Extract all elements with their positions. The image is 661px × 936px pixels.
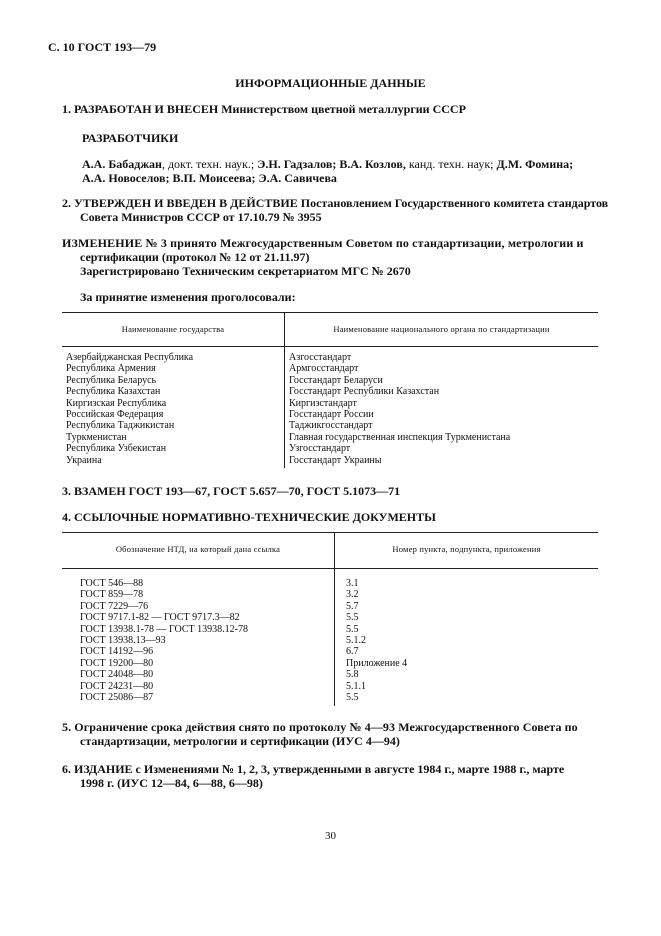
table-row: 5.5 xyxy=(346,692,359,704)
table-1-header-rule xyxy=(62,346,598,347)
table-row: ГОСТ 13938.1-78 — ГОСТ 13938.12-78 xyxy=(80,623,248,635)
table-row: Республика Казахстан xyxy=(66,386,161,398)
amendment-line-2: сертификации (протокол № 12 от 21.11.97) xyxy=(80,250,310,264)
developers-line-1 xyxy=(82,157,573,172)
section-1-rest: Министерством цветной металлургии СССР xyxy=(218,102,466,116)
section-2-line-2: Совета Министров СССР от 17.10.79 № 3955 xyxy=(80,210,322,224)
table-row: Госстандарт Республики Казахстан xyxy=(289,386,440,398)
table-row: Республика Армения xyxy=(66,363,156,375)
page-title: ИНФОРМАЦИОННЫЕ ДАННЫЕ xyxy=(235,76,426,90)
table-1-col-2-header: Наименование национального органа по стандартизации xyxy=(333,324,550,334)
table-row: Российская Федерация xyxy=(66,409,164,421)
section-1-lead: РАЗРАБОТАН И ВНЕСЕН xyxy=(74,102,219,116)
amendment-line-1: ИЗМЕНЕНИЕ № 3 принято Межгосударственным Советом по стандартизации, метрологии и xyxy=(62,236,584,250)
table-row: 3.2 xyxy=(346,589,359,601)
table-row: 3.1 xyxy=(346,578,359,589)
table-row: Киргизская Республика xyxy=(66,397,167,409)
table-row: 5.5 xyxy=(346,623,359,635)
table-row: ГОСТ 14192—96 xyxy=(80,646,154,658)
table-row: 5.1.2 xyxy=(346,635,366,647)
developer-title: канд. техн. наук; xyxy=(405,157,497,171)
table-1-bodies xyxy=(289,352,510,466)
developers-heading: РАЗРАБОТЧИКИ xyxy=(82,131,179,145)
table-2-documents xyxy=(80,578,248,703)
table-row: Республика Таджикистан xyxy=(66,420,175,432)
table-row: ГОСТ 9717.1-82 — ГОСТ 9717.3—82 xyxy=(80,612,240,624)
table-row: Приложение 4 xyxy=(346,657,408,669)
developer-title: , докт. техн. наук.; xyxy=(161,157,258,171)
table-row: Украина xyxy=(66,454,102,466)
table-row: 5.7 xyxy=(346,600,359,612)
table-row: ГОСТ 25086—87 xyxy=(80,692,154,704)
developer-name: Д.М. Фомина; xyxy=(496,157,574,171)
table-row: ГОСТ 24231—80 xyxy=(80,680,154,692)
table-2-body-divider xyxy=(334,568,335,706)
table-2-top-rule xyxy=(62,532,598,533)
table-row: Туркменистан xyxy=(66,431,127,443)
section-2-rest: Постановлением Государственного комитета стандартов xyxy=(297,196,609,210)
table-2-col-1-header: Обозначение НТД, на который дана ссылка xyxy=(115,544,281,554)
table-row: Армгосстандарт xyxy=(289,363,359,375)
page-number: 30 xyxy=(325,830,336,842)
table-row: Таджикгосстандарт xyxy=(289,420,373,432)
section-1-number: 1. xyxy=(62,102,71,116)
table-row: Республика Узбекистан xyxy=(66,443,167,455)
table-row: ГОСТ 13938.13—93 xyxy=(80,635,166,647)
table-1-top-rule xyxy=(62,312,598,313)
table-row: Госстандарт Украины xyxy=(289,454,382,466)
table-2-col-2-header: Номер пункта, подпункта, приложения xyxy=(392,544,541,554)
section-2 xyxy=(62,196,608,211)
developer-name: А.А. Бабаджан xyxy=(82,157,162,171)
section-5-line-2: стандартизации, метрологии и сертификации (ИУС 4—94) xyxy=(80,734,400,748)
table-row: ГОСТ 19200—80 xyxy=(80,657,154,669)
table-row: Азербайджанская Республика xyxy=(66,352,194,363)
page-header: С. 10 ГОСТ 193—79 xyxy=(48,40,157,54)
table-row: ГОСТ 546—88 xyxy=(80,578,144,589)
table-2-header-rule xyxy=(62,568,598,569)
table-row: Азгосстандарт xyxy=(289,352,352,363)
developers-line-2: А.А. Новоселов; В.П. Моисеева; Э.А. Савичева xyxy=(82,171,337,185)
table-1-col-1-header: Наименование государства xyxy=(121,324,225,334)
table-row: 5.1.1 xyxy=(346,680,366,692)
table-row: Республика Беларусь xyxy=(66,374,157,386)
table-row: ГОСТ 24048—80 xyxy=(80,669,154,681)
developer-name: Э.Н. Гадзалов; В.А. Козлов, xyxy=(257,157,406,171)
table-1-body-divider xyxy=(284,346,285,468)
amendment-line-3: Зарегистрировано Техническим секретариатом МГС № 2670 xyxy=(80,264,411,278)
table-row: 5.5 xyxy=(346,612,359,624)
voted-intro: За принятие изменения проголосовали: xyxy=(80,290,296,304)
table-row: Госстандарт Беларуси xyxy=(289,374,383,386)
section-1 xyxy=(62,102,466,117)
table-row: Главная государственная инспекция Туркменистана xyxy=(289,431,511,443)
table-2-clauses xyxy=(346,578,407,703)
section-2-number: 2. xyxy=(62,196,71,210)
table-row: ГОСТ 859—78 xyxy=(80,589,144,601)
section-6-line-2: 1998 г. (ИУС 12—84, 6—88, 6—98) xyxy=(80,776,263,790)
table-1-states xyxy=(66,352,193,466)
table-row: Киргизстандарт xyxy=(289,397,357,409)
table-row: 6.7 xyxy=(346,646,359,658)
table-row: Узгосстандарт xyxy=(289,443,351,455)
table-row: Госстандарт России xyxy=(289,409,374,421)
section-4: 4. ССЫЛОЧНЫЕ НОРМАТИВНО-ТЕХНИЧЕСКИЕ ДОКУМЕНТЫ xyxy=(62,510,436,524)
table-row: ГОСТ 7229—76 xyxy=(80,600,149,612)
table-row: 5.8 xyxy=(346,669,359,681)
section-6-line-1: 6. ИЗДАНИЕ с Изменениями № 1, 2, 3, утвержденными в августе 1984 г., марте 1988 г., марте xyxy=(62,762,565,776)
section-3: 3. ВЗАМЕН ГОСТ 193—67, ГОСТ 5.657—70, ГОСТ 5.1073—71 xyxy=(62,484,401,498)
section-2-lead: УТВЕРЖДЕН И ВВЕДЕН В ДЕЙСТВИЕ xyxy=(74,196,298,210)
section-5-line-1: 5. Ограничение срока действия снято по протоколу № 4—93 Межгосударственного Совета по xyxy=(62,720,578,734)
